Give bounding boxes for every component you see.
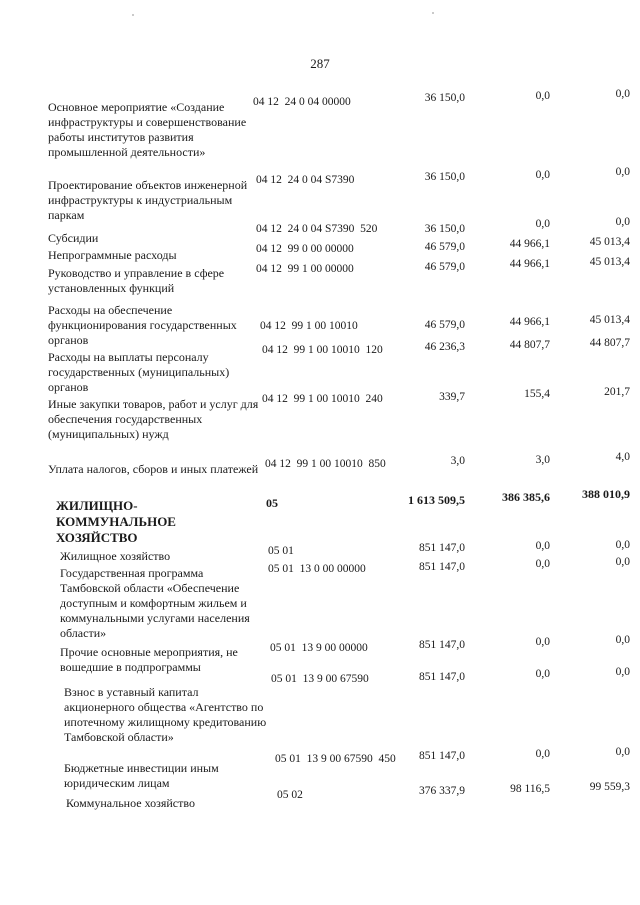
row-value-1: 36 150,0 [424,223,465,235]
row-code: 04 12 99 0 00 00000 [256,243,354,255]
row-value-1: 3,0 [450,455,465,467]
row-value-3: 0,0 [615,666,630,678]
row-value-2: 0,0 [535,218,550,230]
scan-speck [432,12,434,14]
row-value-1: 46 579,0 [424,261,465,273]
row-value-3: 0,0 [615,634,630,646]
row-value-2: 44 966,1 [509,258,550,270]
row-name: Иные закупки товаров, работ и услуг для обеспечения государственных (муниципальных) нужд [48,397,259,441]
row-value-1: 851 147,0 [419,639,465,651]
row-value-1: 36 150,0 [424,92,465,104]
row-value-2: 155,4 [524,388,550,400]
row-value-3: 45 013,4 [589,256,630,268]
row-value-3: 201,7 [604,386,630,398]
row-code: 05 01 13 9 00 67590 450 [275,753,396,765]
row-value-2: 0,0 [535,558,550,570]
row-value-1: 46 579,0 [424,241,465,253]
row-value-2: 0,0 [535,636,550,648]
row-name: Руководство и управление в сфере установленных функций [48,266,225,295]
row-name: Взнос в уставный капитал акционерного общества «Агентство по ипотечному жилищному кредитованию Тамбовской области» [64,685,267,744]
row-value-3: 388 010,9 [582,487,630,501]
row-value-1: 1 613 509,5 [408,493,465,507]
row-code: 05 01 13 9 00 67590 [271,673,369,685]
row-name: Непрограммные расходы [48,248,177,262]
row-value-3: 0,0 [615,746,630,758]
row-value-2: 98 116,5 [510,783,550,795]
row-value-1: 46 236,3 [424,341,465,353]
row-value-3: 4,0 [615,451,630,463]
row-name: Расходы на обеспечение функционирования государственных органов [48,303,237,347]
row-name: Жилищное хозяйство [60,549,171,563]
row-code: 05 02 [277,789,303,801]
row-name: Коммунальное хозяйство [66,796,195,810]
row-code: 05 01 13 9 00 00000 [270,642,368,654]
row-value-1: 851 147,0 [419,750,465,762]
row-value-3: 99 559,3 [589,781,630,793]
row-value-2: 0,0 [535,748,550,760]
row-value-2: 0,0 [535,540,550,552]
row-code: 04 12 99 1 00 10010 850 [265,458,386,470]
row-code: 04 12 99 1 00 10010 240 [262,393,383,405]
row-value-1: 851 147,0 [419,671,465,683]
row-value-1: 376 337,9 [419,785,465,797]
row-code: 04 12 99 1 00 10010 120 [262,344,383,356]
row-name: Прочие основные мероприятия, не вошедшие в подпрограммы [60,645,238,674]
row-value-3: 0,0 [615,166,630,178]
row-code: 04 12 24 0 04 S7390 [256,174,355,186]
row-value-3: 0,0 [615,216,630,228]
row-value-1: 851 147,0 [419,561,465,573]
row-code: 05 01 13 0 00 00000 [268,563,366,575]
row-code: 04 12 24 0 04 00000 [253,96,351,108]
page-number: 287 [310,56,330,71]
row-value-2: 44 966,1 [509,238,550,250]
row-value-1: 339,7 [439,391,465,403]
row-value-2: 0,0 [535,90,550,102]
row-value-3: 0,0 [615,539,630,551]
row-value-3: 45 013,4 [589,314,630,326]
row-value-3: 0,0 [615,556,630,568]
row-value-2: 44 966,1 [509,316,550,328]
row-name: Проектирование объектов инженерной инфраструктуры к индустриальным паркам [48,178,248,222]
row-code: 04 12 99 1 00 00000 [256,263,354,275]
row-value-1: 46 579,0 [424,319,465,331]
row-code: 04 12 99 1 00 10010 [260,320,358,332]
row-code: 05 [266,496,278,510]
row-name: Уплата налогов, сборов и иных платежей [48,462,259,476]
row-name: Бюджетные инвестиции иным юридическим лицам [64,761,219,790]
row-value-3: 0,0 [615,88,630,100]
row-value-2: 0,0 [535,169,550,181]
scan-speck [132,14,134,16]
row-value-1: 36 150,0 [424,171,465,183]
row-value-2: 3,0 [535,454,550,466]
row-value-2: 44 807,7 [509,339,550,351]
row-value-2: 386 385,6 [502,490,550,504]
row-value-2: 0,0 [535,668,550,680]
row-value-1: 851 147,0 [419,542,465,554]
row-name: Субсидии [48,231,99,245]
row-value-3: 44 807,7 [589,337,630,349]
row-code: 05 01 [268,545,294,557]
section-heading: ЖИЛИЩНО-КОММУНАЛЬНОЕ ХОЗЯЙСТВО [56,498,176,545]
row-code: 04 12 24 0 04 S7390 520 [256,223,378,235]
row-name: Государственная программа Тамбовской области «Обеспечение доступным и комфортным жильем и коммунальными услугами населения области» [60,566,250,640]
row-value-3: 45 013,4 [589,236,630,248]
row-name: Основное мероприятие «Создание инфраструктуры и совершенствование работы институтов развития промышленной деятельности» [48,100,247,159]
row-name: Расходы на выплаты персоналу государственных (муниципальных) органов [48,350,230,394]
